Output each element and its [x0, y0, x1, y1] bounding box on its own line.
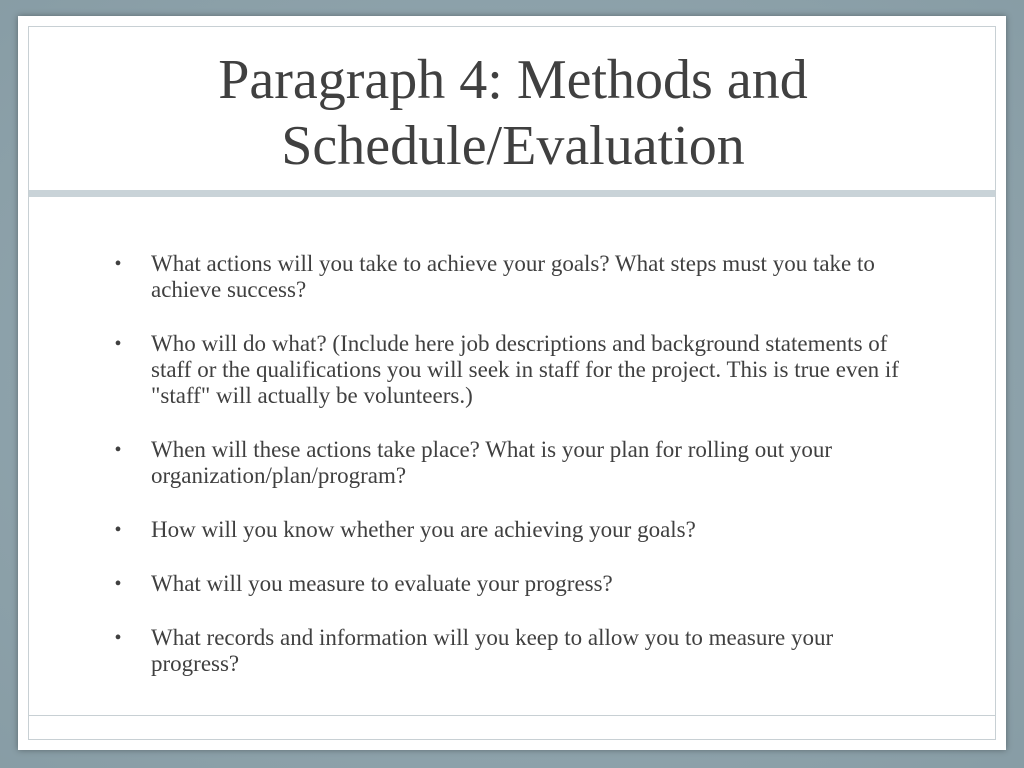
bullet-item: [111, 517, 911, 543]
bullet-item: [111, 625, 911, 677]
bullet-item: [111, 331, 911, 409]
bullet-text: Who will do what? (Include here job descriptions and background statements of staff or the qualifications you will seek in staff for the project. This is true even if "staff" will actually be volunteers.): [151, 331, 899, 408]
bullet-text: How will you know whether you are achieving your goals?: [151, 517, 696, 542]
bullet-text: What actions will you take to achieve your goals? What steps must you take to achieve success?: [151, 251, 875, 302]
bullet-icon: •: [114, 519, 122, 541]
title-divider: [29, 190, 995, 197]
content-area: [111, 251, 911, 705]
slide-title: Paragraph 4: Methods and Schedule/Evaluation: [218, 49, 808, 177]
slide: [18, 16, 1006, 750]
bullet-text: What will you measure to evaluate your progress?: [151, 571, 613, 596]
bullet-item: [111, 571, 911, 597]
bullet-icon: •: [114, 253, 122, 275]
bullet-icon: •: [114, 439, 122, 461]
bullet-text: When will these actions take place? What is your plan for rolling out your organization/plan/program?: [151, 437, 833, 488]
footer-divider: [29, 715, 995, 716]
bullet-icon: •: [114, 333, 122, 355]
slide-frame: [28, 26, 996, 740]
bullet-item: [111, 251, 911, 303]
bullet-list: [111, 251, 911, 677]
bullet-icon: •: [114, 627, 122, 649]
bullet-item: [111, 437, 911, 489]
bullet-text: What records and information will you keep to allow you to measure your progress?: [151, 625, 834, 676]
title-area: [29, 27, 997, 193]
bullet-icon: •: [114, 573, 122, 595]
